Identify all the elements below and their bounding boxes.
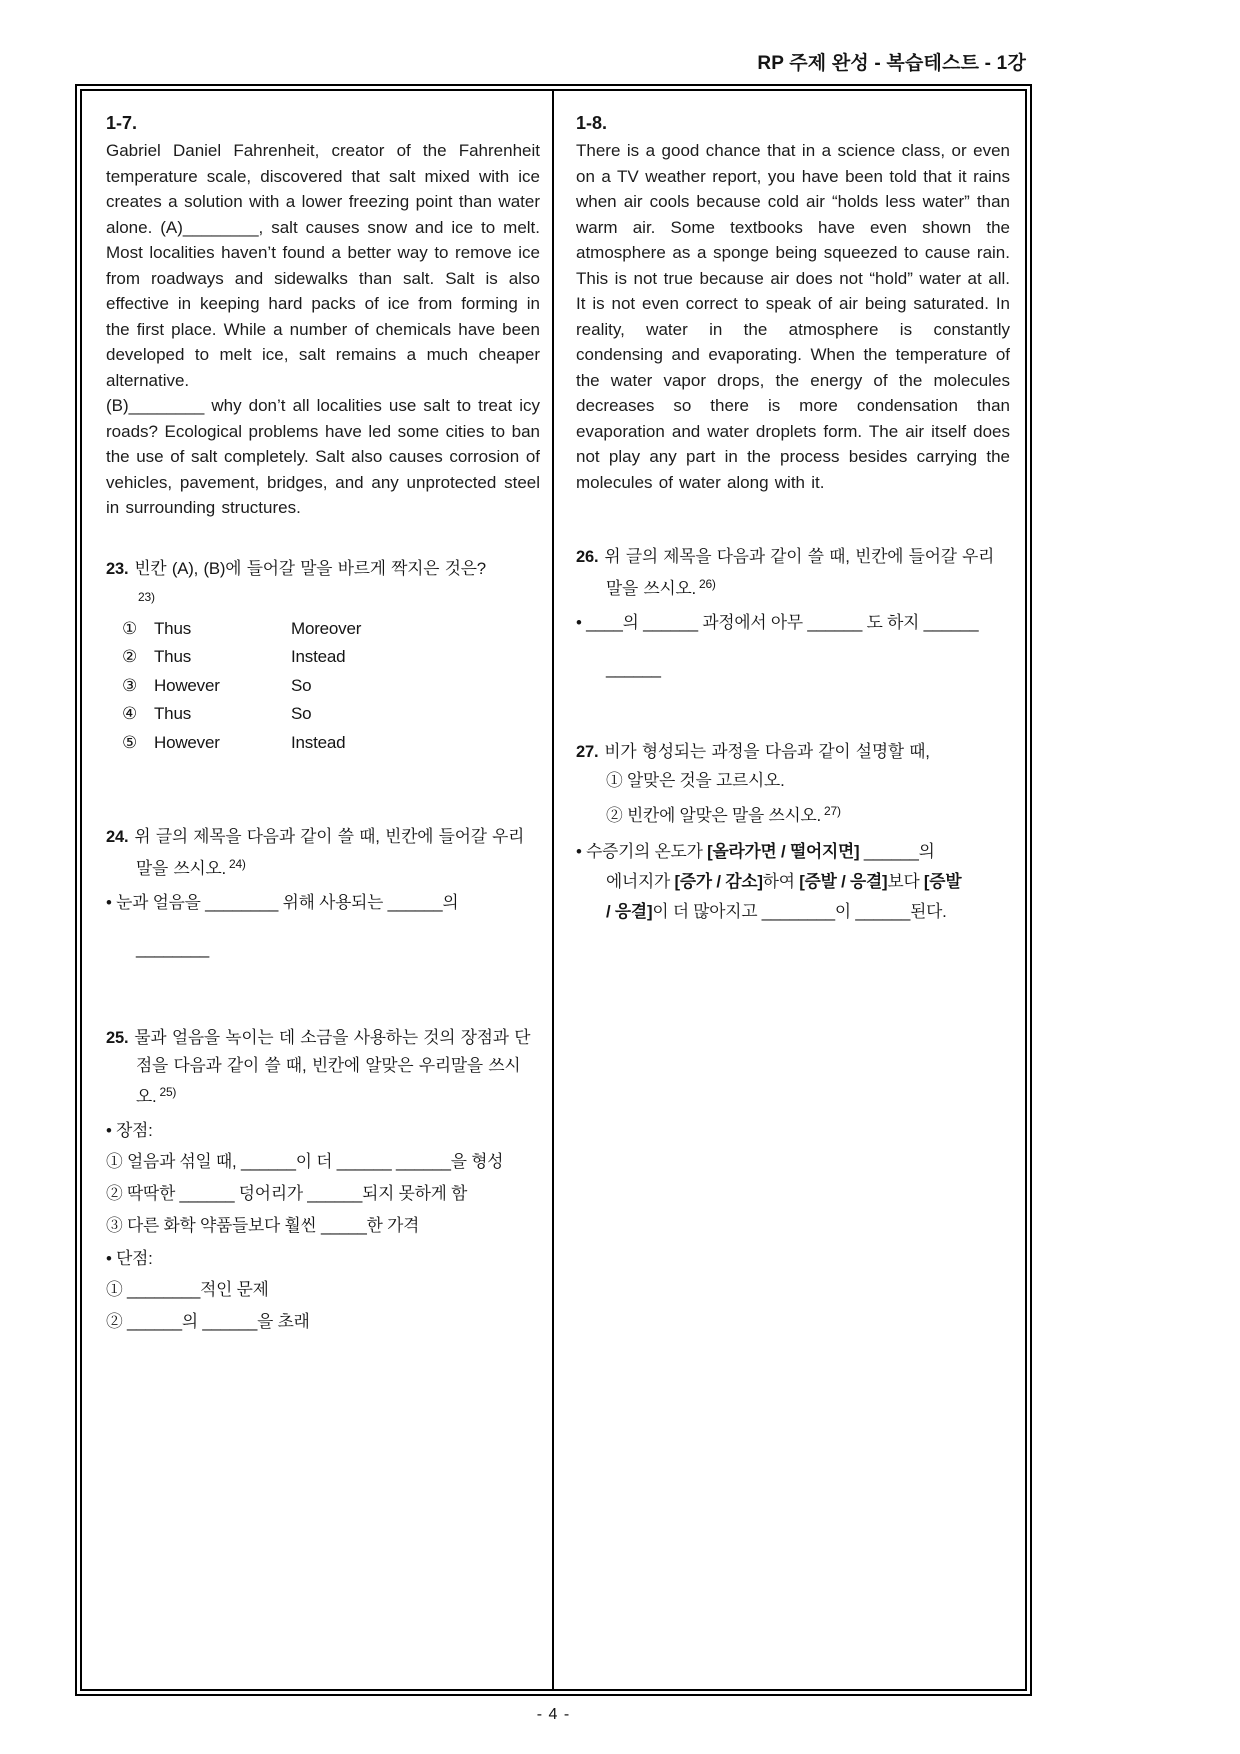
question-24-text: 위 글의 제목을 다음과 같이 쓸 때, 빈칸에 들어갈 우리말을 쓰시오. — [134, 827, 525, 878]
question-23-text: 빈칸 (A), (B)에 들어갈 말을 바르게 짝지은 것은? — [134, 558, 486, 578]
question-25 — [106, 1024, 540, 1338]
content-box — [75, 84, 1032, 1696]
question-27-head — [576, 738, 1010, 766]
question-24-footnote: 24) — [228, 857, 246, 871]
question-26-blank-line: ______ — [606, 659, 661, 678]
question-25-pros-item-2: ② 딱딱한 ______ 덩어리가 ______되지 못하게 함 — [106, 1184, 468, 1203]
question-26-head — [576, 543, 1010, 602]
q27-line2-normal-2: 하여 — [762, 872, 800, 891]
question-23-head — [106, 555, 540, 583]
option-3-second: So — [291, 675, 312, 695]
option-2-marker: ② — [122, 647, 138, 666]
q27-line2-bold-choice-1: [증가 / 감소] — [674, 872, 763, 891]
option-1-first: Thus — [154, 618, 191, 638]
question-25-footnote: 25) — [159, 1085, 177, 1099]
question-27-bullet-line-3 — [576, 897, 1010, 927]
question-23-options — [106, 615, 540, 758]
question-27-sub-item-1: ① 알맞은 것을 고르시오. — [606, 771, 785, 790]
q27-line2-bold-choice-2: [증발 / 응결] — [799, 872, 888, 891]
section-label-1-8: 1-8. — [576, 113, 608, 133]
question-25-head — [106, 1024, 540, 1110]
question-24-bullet: • 눈과 얼음을 ________ 위해 사용되는 ______의 — [106, 893, 459, 912]
question-26-bullet: • ____의 ______ 과정에서 아무 ______ 도 하지 ______ — [576, 613, 979, 632]
option-row-5 — [122, 729, 540, 758]
question-25-cons-item-1: ① ________적인 문제 — [106, 1280, 269, 1299]
question-23-number: 23. — [106, 559, 129, 578]
question-25-pros-item-1: ① 얼음과 섞일 때, ______이 더 ______ ______을 형성 — [106, 1152, 504, 1171]
question-24-blank-line: ________ — [136, 939, 210, 958]
option-2-second: Instead — [291, 647, 346, 666]
option-3-first: However — [154, 675, 220, 695]
question-25-number: 25. — [106, 1029, 129, 1047]
question-27-text: 비가 형성되는 과정을 다음과 같이 설명할 때, — [604, 742, 930, 761]
option-1-second: Moreover — [291, 618, 362, 638]
option-4-first: Thus — [154, 704, 191, 723]
header-title: RP 주제 완성 - 복습테스트 - 1강 — [757, 53, 1026, 74]
q27-line2-normal-1: 에너지가 — [606, 872, 675, 891]
question-23-footnote: 23) — [138, 589, 155, 604]
question-25-text: 물과 얼음을 녹이는 데 소금을 사용하는 것의 장점과 단점을 다음과 같이 쓸 때, 빈칸에 알맞은 우리말을 쓰시오. — [134, 1028, 531, 1106]
page-number: - 4 - — [536, 1706, 571, 1723]
option-row-4 — [122, 700, 540, 729]
passage-1-8-paragraph-1: There is a good chance that in a science class, or even on a TV weather report, you have been told that it rains when air cools because cold air “holds less water” than warm air. Some textbooks have even shown the atmosphere as a sponge being squeezed to cause rain. This is not true because air does not “hold” water at all. It is not even correct to speak of air being saturated. In reality, water in the atmosphere is constantly condensing and evaporating. When the temperature of the water vapor drops, the energy of the molecules decreases so there is more condensation than evaporation and water droplets form. The air itself does not play any part in the process besides carrying the molecules of water along with it. — [576, 141, 1010, 492]
option-4-marker: ④ — [122, 704, 138, 723]
option-3-marker: ③ — [122, 675, 138, 695]
question-23 — [106, 555, 540, 758]
page-footer — [75, 1706, 1032, 1724]
left-column — [106, 113, 540, 1338]
page-header — [75, 48, 1032, 75]
option-5-second: Instead — [291, 732, 346, 752]
question-26 — [576, 543, 1010, 684]
option-2-first: Thus — [154, 647, 191, 666]
option-row-3 — [122, 672, 540, 701]
option-4-second: So — [291, 704, 312, 723]
q27-line1-normal-1: • 수증기의 온도가 — [576, 842, 708, 861]
question-27-sub-item-2-text: ② 빈칸에 알맞은 말을 쓰시오. — [606, 806, 822, 825]
option-5-marker: ⑤ — [122, 732, 138, 752]
option-row-1 — [122, 615, 540, 644]
question-27 — [576, 738, 1010, 927]
question-25-pros-item-3: ③ 다른 화학 약품들보다 훨씬 _____한 가격 — [106, 1216, 420, 1235]
question-27-number: 27. — [576, 743, 599, 761]
q27-line2-bold-choice-3: [증발 — [923, 872, 962, 891]
question-24-head — [106, 823, 540, 882]
q27-line1-bold-choice: [올라가면 / 떨어지면] — [707, 842, 860, 861]
question-25-cons-item-2: ② ______의 ______을 초래 — [106, 1312, 310, 1331]
question-27-footnote: 27) — [824, 804, 841, 818]
section-label-1-7: 1-7. — [106, 113, 138, 133]
question-24 — [106, 823, 540, 964]
passage-1-7-paragraph-2: (B)________ why don’t all localities use salt to treat icy roads? Ecological problems have led some cities to ban the use of salt completely. Salt also causes corrosion of vehicles, pavement, bridges, and any unprotected steel in surrounding structures. — [106, 396, 540, 517]
q27-line3-normal: 이 더 많아지고 ________이 ______된다. — [652, 902, 947, 921]
option-1-marker: ① — [122, 618, 138, 638]
column-divider — [552, 91, 554, 1689]
question-25-cons-label: • 단점: — [106, 1249, 153, 1268]
q27-line3-bold-choice: / 응결] — [606, 902, 653, 921]
option-row-2 — [122, 643, 540, 672]
question-25-pros-label: • 장점: — [106, 1121, 153, 1140]
question-27-bullet-line-2 — [576, 867, 1010, 897]
question-24-number: 24. — [106, 828, 129, 846]
q27-line2-normal-3: 보다 — [887, 872, 924, 891]
question-27-bullet-line-1 — [576, 837, 1010, 867]
right-column — [576, 113, 1010, 927]
option-5-first: However — [154, 732, 220, 752]
passage-1-7-paragraph-1: Gabriel Daniel Fahrenheit, creator of the Fahrenheit temperature scale, discovered that salt mixed with ice creates a solution with a lower freezing point than water alone. (A)________, salt causes snow and ice to melt. Most localities haven’t found a better way to remove ice from roadways and sidewalks than salt. Salt is also effective in keeping hard packs of ice from forming in the first place. While a number of chemicals have been developed to melt ice, salt remains a much cheaper alternative. — [106, 141, 540, 390]
question-26-footnote: 26) — [698, 577, 716, 591]
q27-line1-normal-2: ______의 — [859, 842, 935, 861]
question-26-text: 위 글의 제목을 다음과 같이 쓸 때, 빈칸에 들어갈 우리말을 쓰시오. — [604, 547, 995, 598]
question-27-sub-item-2 — [576, 796, 1010, 831]
question-26-number: 26. — [576, 548, 599, 566]
